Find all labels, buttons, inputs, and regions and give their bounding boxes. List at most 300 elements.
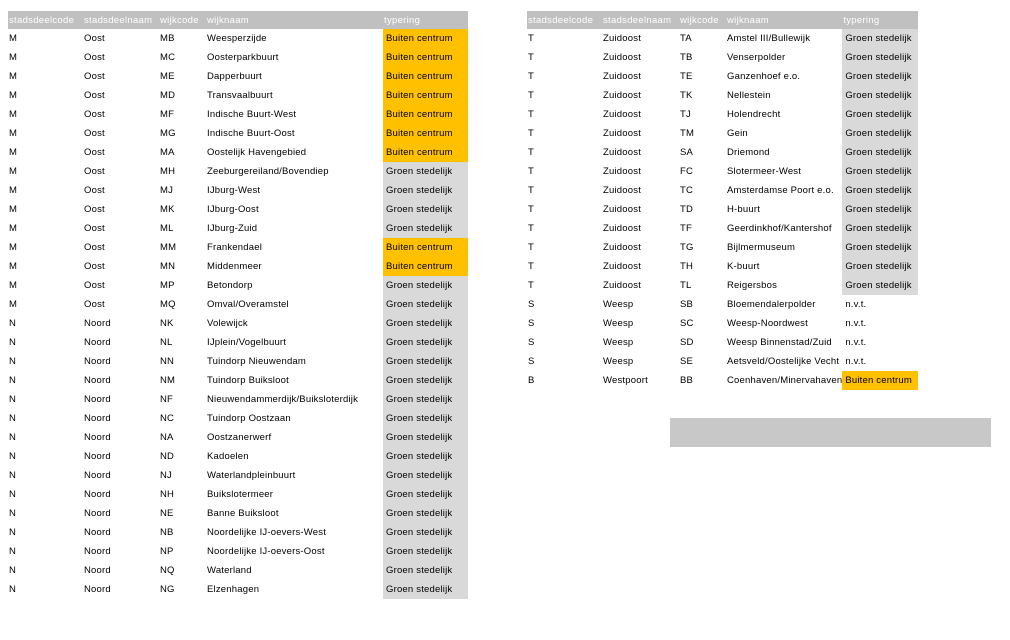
cell-wijkcode[interactable]: NH xyxy=(160,489,175,500)
table-row xyxy=(8,29,468,48)
cell-wijkcode[interactable]: MM xyxy=(160,242,177,253)
cell-wijknaam[interactable]: Bijlmermuseum xyxy=(727,242,796,253)
cell-wijknaam[interactable]: Tuindorp Oostzaan xyxy=(207,413,291,424)
cell-wijkcode[interactable]: MP xyxy=(160,280,175,291)
table-row xyxy=(527,86,918,105)
cell-wijkcode[interactable]: TL xyxy=(680,280,692,291)
cell-stadsdeelnaam[interactable]: Oost xyxy=(84,147,105,158)
table-row xyxy=(8,143,468,162)
cell-wijkcode[interactable]: NE xyxy=(160,508,174,519)
cell-typering[interactable]: Groen stedelijk xyxy=(842,105,918,124)
cell-stadsdeelcode[interactable]: S xyxy=(528,318,535,329)
table-row xyxy=(8,466,468,485)
cell-typering[interactable]: Buiten centrum xyxy=(383,257,468,276)
cell-typering[interactable]: Groen stedelijk xyxy=(383,466,468,485)
cell-wijknaam[interactable]: Transvaalbuurt xyxy=(207,90,273,101)
cell-wijkcode[interactable]: FC xyxy=(680,166,694,177)
table-row xyxy=(8,257,468,276)
table-row xyxy=(8,447,468,466)
cell-typering[interactable]: Groen stedelijk xyxy=(842,238,918,257)
cell-wijkcode[interactable]: TC xyxy=(680,185,694,196)
cell-typering[interactable]: Groen stedelijk xyxy=(383,333,468,352)
table-row xyxy=(8,561,468,580)
cell-stadsdeelnaam[interactable]: Zuidoost xyxy=(603,33,642,44)
cell-wijknaam[interactable]: Noordelijke IJ-oevers-West xyxy=(207,527,327,538)
cell-stadsdeelnaam[interactable]: Westpoort xyxy=(603,375,648,386)
cell-wijknaam[interactable]: Nellestein xyxy=(727,90,771,101)
cell-wijknaam[interactable]: Tuindorp Nieuwendam xyxy=(207,356,307,367)
cell-wijknaam[interactable]: Betondorp xyxy=(207,280,253,291)
cell-typering[interactable]: n.v.t. xyxy=(845,318,867,329)
cell-wijknaam[interactable]: Slotermeer-West xyxy=(727,166,802,177)
right-data-table xyxy=(527,11,918,390)
table-row xyxy=(8,371,468,390)
cell-stadsdeelnaam[interactable]: Oost xyxy=(84,299,105,310)
table-row xyxy=(8,162,468,181)
cell-stadsdeelcode[interactable]: M xyxy=(9,166,18,177)
cell-wijkcode[interactable]: MF xyxy=(160,109,175,120)
cell-wijkcode[interactable]: NC xyxy=(160,413,175,424)
cell-wijknaam[interactable]: Oostzanerwerf xyxy=(207,432,272,443)
cell-stadsdeelnaam[interactable]: Zuidoost xyxy=(603,128,642,139)
cell-stadsdeelcode[interactable]: M xyxy=(9,280,18,291)
cell-typering[interactable]: Groen stedelijk xyxy=(383,276,468,295)
cell-stadsdeelcode[interactable]: B xyxy=(528,375,535,386)
cell-typering[interactable]: Groen stedelijk xyxy=(383,200,468,219)
cell-stadsdeelnaam[interactable]: Noord xyxy=(84,432,111,443)
cell-typering[interactable]: Buiten centrum xyxy=(383,143,468,162)
table-row xyxy=(8,105,468,124)
table-row xyxy=(8,504,468,523)
cell-stadsdeelcode[interactable]: T xyxy=(528,33,535,44)
cell-wijkcode[interactable]: TA xyxy=(680,33,692,44)
cell-wijkcode[interactable]: SC xyxy=(680,318,694,329)
cell-wijknaam[interactable]: Ganzenhoef e.o. xyxy=(727,71,801,82)
cell-stadsdeelcode[interactable]: N xyxy=(9,584,17,595)
header-typering[interactable]: typering xyxy=(383,11,468,29)
cell-wijknaam[interactable]: IJburg-Oost xyxy=(207,204,259,215)
cell-typering[interactable]: n.v.t. xyxy=(845,356,867,367)
cell-stadsdeelnaam[interactable]: Zuidoost xyxy=(603,109,642,120)
cell-wijkcode[interactable]: NJ xyxy=(160,470,173,481)
table-row xyxy=(8,48,468,67)
cell-wijknaam[interactable]: Indische Buurt-West xyxy=(207,109,297,120)
table-row xyxy=(527,295,918,314)
cell-wijkcode[interactable]: NP xyxy=(160,546,174,557)
cell-wijknaam[interactable]: Nieuwendammerdijk/Buiksloterdijk xyxy=(207,394,359,405)
table-row xyxy=(8,542,468,561)
cell-typering[interactable]: Buiten centrum xyxy=(842,371,918,390)
cell-wijkcode[interactable]: NM xyxy=(160,375,176,386)
cell-typering[interactable]: Groen stedelijk xyxy=(842,124,918,143)
cell-wijkcode[interactable]: NF xyxy=(160,394,174,405)
cell-stadsdeelcode[interactable]: T xyxy=(528,128,535,139)
cell-typering[interactable]: Groen stedelijk xyxy=(383,409,468,428)
cell-wijknaam[interactable]: Gein xyxy=(727,128,748,139)
table-row xyxy=(8,295,468,314)
cell-stadsdeelcode[interactable]: M xyxy=(9,147,18,158)
table-row xyxy=(8,390,468,409)
cell-wijknaam[interactable]: Weesp Binnenstad/Zuid xyxy=(727,337,832,348)
cell-typering[interactable]: Groen stedelijk xyxy=(383,295,468,314)
cell-stadsdeelcode[interactable]: T xyxy=(528,90,535,101)
cell-stadsdeelnaam[interactable]: Noord xyxy=(84,394,111,405)
cell-wijknaam[interactable]: H-buurt xyxy=(727,204,761,215)
table-row xyxy=(8,580,468,599)
cell-typering[interactable]: Groen stedelijk xyxy=(842,219,918,238)
cell-wijknaam[interactable]: Aetsveld/Oostelijke Vecht xyxy=(727,356,840,367)
cell-wijknaam[interactable]: Buikslotermeer xyxy=(207,489,274,500)
table-row xyxy=(527,257,918,276)
cell-wijkcode[interactable]: MD xyxy=(160,90,176,101)
cell-wijknaam[interactable]: Zeeburgereiland/Bovendiep xyxy=(207,166,329,177)
cell-stadsdeelcode[interactable]: T xyxy=(528,242,535,253)
cell-wijknaam[interactable]: Omval/Overamstel xyxy=(207,299,289,310)
table-row xyxy=(8,86,468,105)
cell-stadsdeelnaam[interactable]: Oost xyxy=(84,166,105,177)
cell-stadsdeelnaam[interactable]: Oost xyxy=(84,71,105,82)
cell-wijkcode[interactable]: TM xyxy=(680,128,695,139)
cell-wijkcode[interactable]: TD xyxy=(680,204,694,215)
cell-typering[interactable]: Groen stedelijk xyxy=(383,580,468,599)
table-row xyxy=(8,124,468,143)
cell-wijkcode[interactable]: NN xyxy=(160,356,175,367)
cell-typering[interactable]: Buiten centrum xyxy=(383,105,468,124)
cell-wijknaam[interactable]: IJburg-West xyxy=(207,185,261,196)
cell-stadsdeelnaam[interactable]: Noord xyxy=(84,356,111,367)
cell-wijkcode[interactable]: TE xyxy=(680,71,693,82)
cell-typering[interactable]: Groen stedelijk xyxy=(383,352,468,371)
cell-typering[interactable]: Buiten centrum xyxy=(383,124,468,143)
cell-stadsdeelnaam[interactable]: Zuidoost xyxy=(603,204,642,215)
cell-wijkcode[interactable]: ME xyxy=(160,71,175,82)
cell-stadsdeelnaam[interactable]: Oost xyxy=(84,185,105,196)
cell-stadsdeelcode[interactable]: N xyxy=(9,451,17,462)
table-row xyxy=(8,523,468,542)
cell-wijknaam[interactable]: Holendrecht xyxy=(727,109,781,120)
cell-stadsdeelnaam[interactable]: Oost xyxy=(84,261,105,272)
cell-wijkcode[interactable]: TH xyxy=(680,261,694,272)
cell-stadsdeelcode[interactable]: N xyxy=(9,527,17,538)
cell-stadsdeelcode[interactable]: T xyxy=(528,109,535,120)
cell-stadsdeelnaam[interactable]: Oost xyxy=(84,242,105,253)
cell-wijkcode[interactable]: MB xyxy=(160,33,175,44)
cell-wijknaam[interactable]: Geerdinkhof/Kantershof xyxy=(727,223,832,234)
cell-stadsdeelcode[interactable]: T xyxy=(528,147,535,158)
table-row xyxy=(527,181,918,200)
table-row xyxy=(527,276,918,295)
cell-stadsdeelnaam[interactable]: Noord xyxy=(84,337,111,348)
cell-typering[interactable]: Groen stedelijk xyxy=(842,200,918,219)
cell-wijkcode[interactable]: MJ xyxy=(160,185,174,196)
cell-stadsdeelnaam[interactable]: Noord xyxy=(84,546,111,557)
cell-typering[interactable]: Groen stedelijk xyxy=(383,371,468,390)
cell-wijknaam[interactable]: Indische Buurt-Oost xyxy=(207,128,295,139)
cell-wijkcode[interactable]: SE xyxy=(680,356,694,367)
header-wijkcode[interactable]: wijkcode xyxy=(679,11,726,29)
cell-typering[interactable]: Groen stedelijk xyxy=(383,561,468,580)
cell-typering[interactable]: Groen stedelijk xyxy=(383,162,468,181)
cell-stadsdeelcode[interactable]: M xyxy=(9,223,18,234)
cell-wijkcode[interactable]: TK xyxy=(680,90,693,101)
cell-stadsdeelcode[interactable]: T xyxy=(528,185,535,196)
cell-stadsdeelnaam[interactable]: Noord xyxy=(84,565,111,576)
cell-wijknaam[interactable]: K-buurt xyxy=(727,261,760,272)
cell-stadsdeelnaam[interactable]: Noord xyxy=(84,584,111,595)
cell-stadsdeelcode[interactable]: T xyxy=(528,71,535,82)
cell-typering[interactable]: Groen stedelijk xyxy=(383,504,468,523)
cell-typering[interactable]: Groen stedelijk xyxy=(842,86,918,105)
cell-stadsdeelnaam[interactable]: Zuidoost xyxy=(603,223,642,234)
cell-stadsdeelcode[interactable]: N xyxy=(9,489,17,500)
cell-wijknaam[interactable]: Kadoelen xyxy=(207,451,249,462)
cell-stadsdeelcode[interactable]: N xyxy=(9,375,17,386)
cell-stadsdeelnaam[interactable]: Weesp xyxy=(603,356,634,367)
table-row xyxy=(8,67,468,86)
table-row xyxy=(527,143,918,162)
cell-wijknaam[interactable]: Driemond xyxy=(727,147,770,158)
cell-wijknaam[interactable]: Volewijck xyxy=(207,318,248,329)
header-typering[interactable]: typering xyxy=(842,11,918,29)
cell-stadsdeelcode[interactable]: S xyxy=(528,337,535,348)
cell-typering[interactable]: Groen stedelijk xyxy=(383,314,468,333)
cell-wijkcode[interactable]: MQ xyxy=(160,299,176,310)
cell-stadsdeelcode[interactable]: M xyxy=(9,90,18,101)
cell-typering[interactable]: Groen stedelijk xyxy=(383,428,468,447)
cell-wijkcode[interactable]: TG xyxy=(680,242,694,253)
cell-stadsdeelnaam[interactable]: Oost xyxy=(84,109,105,120)
cell-stadsdeelnaam[interactable]: Weesp xyxy=(603,337,634,348)
cell-wijknaam[interactable]: Bloemendalerpolder xyxy=(727,299,816,310)
cell-stadsdeelnaam[interactable]: Zuidoost xyxy=(603,280,642,291)
cell-stadsdeelcode[interactable]: N xyxy=(9,356,17,367)
cell-stadsdeelcode[interactable]: T xyxy=(528,204,535,215)
header-stadsdeelnaam[interactable]: stadsdeelnaam xyxy=(602,11,679,29)
cell-stadsdeelcode[interactable]: M xyxy=(9,261,18,272)
cell-wijkcode[interactable]: SA xyxy=(680,147,694,158)
cell-stadsdeelcode[interactable]: N xyxy=(9,337,17,348)
cell-wijkcode[interactable]: NA xyxy=(160,432,174,443)
header-stadsdeelcode[interactable]: stadsdeelcode xyxy=(527,11,602,29)
cell-stadsdeelnaam[interactable]: Noord xyxy=(84,451,111,462)
cell-stadsdeelnaam[interactable]: Noord xyxy=(84,508,111,519)
grey-empty-block xyxy=(670,418,991,447)
cell-stadsdeelcode[interactable]: N xyxy=(9,394,17,405)
table-row xyxy=(527,238,918,257)
cell-wijkcode[interactable]: NQ xyxy=(160,565,175,576)
cell-stadsdeelnaam[interactable]: Zuidoost xyxy=(603,147,642,158)
cell-stadsdeelnaam[interactable]: Zuidoost xyxy=(603,185,642,196)
table-row xyxy=(527,124,918,143)
table-row xyxy=(8,238,468,257)
cell-stadsdeelnaam[interactable]: Zuidoost xyxy=(603,52,642,63)
cell-typering[interactable]: Groen stedelijk xyxy=(383,390,468,409)
cell-typering[interactable]: Buiten centrum xyxy=(383,238,468,257)
cell-typering[interactable]: Groen stedelijk xyxy=(383,447,468,466)
cell-stadsdeelnaam[interactable]: Zuidoost xyxy=(603,90,642,101)
cell-wijkcode[interactable]: MN xyxy=(160,261,176,272)
cell-typering[interactable]: Groen stedelijk xyxy=(842,276,918,295)
cell-stadsdeelnaam[interactable]: Noord xyxy=(84,489,111,500)
header-wijkcode[interactable]: wijkcode xyxy=(159,11,206,29)
cell-wijkcode[interactable]: MA xyxy=(160,147,175,158)
cell-stadsdeelcode[interactable]: M xyxy=(9,242,18,253)
table-row xyxy=(8,352,468,371)
table-row xyxy=(527,162,918,181)
cell-stadsdeelnaam[interactable]: Oost xyxy=(84,128,105,139)
cell-stadsdeelnaam[interactable]: Oost xyxy=(84,204,105,215)
cell-wijknaam[interactable]: Dapperbuurt xyxy=(207,71,263,82)
table-row xyxy=(527,200,918,219)
cell-wijkcode[interactable]: MK xyxy=(160,204,175,215)
cell-stadsdeelcode[interactable]: N xyxy=(9,565,17,576)
cell-typering[interactable]: n.v.t. xyxy=(845,299,867,310)
cell-stadsdeelcode[interactable]: N xyxy=(9,508,17,519)
cell-typering[interactable]: Buiten centrum xyxy=(383,86,468,105)
cell-stadsdeelnaam[interactable]: Noord xyxy=(84,318,111,329)
cell-wijkcode[interactable]: SD xyxy=(680,337,694,348)
table-row xyxy=(8,200,468,219)
cell-stadsdeelcode[interactable]: M xyxy=(9,204,18,215)
cell-wijkcode[interactable]: TJ xyxy=(680,109,691,120)
cell-wijkcode[interactable]: NG xyxy=(160,584,175,595)
cell-stadsdeelcode[interactable]: T xyxy=(528,280,535,291)
cell-wijknaam[interactable]: Weesp-Noordwest xyxy=(727,318,808,329)
cell-wijkcode[interactable]: TB xyxy=(680,52,693,63)
cell-wijknaam[interactable]: Noordelijke IJ-oevers-Oost xyxy=(207,546,325,557)
table-row xyxy=(527,314,918,333)
cell-stadsdeelnaam[interactable]: Oost xyxy=(84,52,105,63)
cell-wijkcode[interactable]: BB xyxy=(680,375,694,386)
cell-typering[interactable]: Groen stedelijk xyxy=(842,257,918,276)
cell-stadsdeelnaam[interactable]: Zuidoost xyxy=(603,166,642,177)
cell-stadsdeelcode[interactable]: N xyxy=(9,413,17,424)
header-stadsdeelnaam[interactable]: stadsdeelnaam xyxy=(83,11,159,29)
cell-wijkcode[interactable]: NK xyxy=(160,318,174,329)
cell-wijknaam[interactable]: IJplein/Vogelbuurt xyxy=(207,337,287,348)
table-row xyxy=(527,105,918,124)
cell-stadsdeelcode[interactable]: M xyxy=(9,185,18,196)
cell-typering[interactable]: Groen stedelijk xyxy=(842,67,918,86)
cell-wijknaam[interactable]: Middenmeer xyxy=(207,261,262,272)
cell-stadsdeelnaam[interactable]: Oost xyxy=(84,280,105,291)
cell-typering[interactable]: n.v.t. xyxy=(845,337,867,348)
table-row xyxy=(8,219,468,238)
table-row xyxy=(8,333,468,352)
cell-wijknaam[interactable]: Coenhaven/Minervahaven xyxy=(727,375,843,386)
cell-stadsdeelcode[interactable]: S xyxy=(528,299,535,310)
cell-wijkcode[interactable]: SB xyxy=(680,299,694,310)
cell-stadsdeelnaam[interactable]: Zuidoost xyxy=(603,261,642,272)
cell-stadsdeelcode[interactable]: M xyxy=(9,299,18,310)
cell-wijknaam[interactable]: Amsterdamse Poort e.o. xyxy=(727,185,834,196)
cell-stadsdeelnaam[interactable]: Oost xyxy=(84,223,105,234)
cell-stadsdeelcode[interactable]: N xyxy=(9,546,17,557)
cell-stadsdeelcode[interactable]: T xyxy=(528,223,535,234)
cell-wijkcode[interactable]: MC xyxy=(160,52,176,63)
cell-wijknaam[interactable]: Frankendael xyxy=(207,242,263,253)
cell-wijknaam[interactable]: Waterland xyxy=(207,565,252,576)
cell-wijknaam[interactable]: Banne Buiksloot xyxy=(207,508,279,519)
cell-wijknaam[interactable]: IJburg-Zuid xyxy=(207,223,258,234)
cell-typering[interactable]: Buiten centrum xyxy=(383,67,468,86)
cell-stadsdeelcode[interactable]: T xyxy=(528,166,535,177)
cell-stadsdeelcode[interactable]: N xyxy=(9,318,17,329)
cell-stadsdeelcode[interactable]: M xyxy=(9,71,18,82)
cell-wijknaam[interactable]: Waterlandpleinbuurt xyxy=(207,470,296,481)
cell-stadsdeelnaam[interactable]: Noord xyxy=(84,527,111,538)
cell-stadsdeelcode[interactable]: T xyxy=(528,52,535,63)
cell-wijknaam[interactable]: Weesperzijde xyxy=(207,33,267,44)
cell-stadsdeelcode[interactable]: M xyxy=(9,109,18,120)
cell-stadsdeelnaam[interactable]: Zuidoost xyxy=(603,242,642,253)
cell-wijkcode[interactable]: TF xyxy=(680,223,693,234)
cell-wijknaam[interactable]: Tuindorp Buiksloot xyxy=(207,375,289,386)
left-data-table xyxy=(8,11,468,599)
cell-wijknaam[interactable]: Oostelijk Havengebied xyxy=(207,147,307,158)
header-wijknaam[interactable]: wijknaam xyxy=(726,11,842,29)
cell-wijkcode[interactable]: ML xyxy=(160,223,174,234)
cell-stadsdeelnaam[interactable]: Noord xyxy=(84,375,111,386)
cell-typering[interactable]: Groen stedelijk xyxy=(842,143,918,162)
cell-typering[interactable]: Buiten centrum xyxy=(383,48,468,67)
cell-stadsdeelcode[interactable]: T xyxy=(528,261,535,272)
cell-stadsdeelnaam[interactable]: Weesp xyxy=(603,318,634,329)
cell-stadsdeelcode[interactable]: N xyxy=(9,470,17,481)
header-row xyxy=(527,11,918,29)
cell-wijkcode[interactable]: NB xyxy=(160,527,174,538)
header-wijknaam[interactable]: wijknaam xyxy=(206,11,383,29)
cell-wijknaam[interactable]: Elzenhagen xyxy=(207,584,260,595)
cell-stadsdeelnaam[interactable]: Weesp xyxy=(603,299,634,310)
cell-wijknaam[interactable]: Oosterparkbuurt xyxy=(207,52,279,63)
cell-typering[interactable]: Groen stedelijk xyxy=(842,181,918,200)
cell-wijkcode[interactable]: ND xyxy=(160,451,175,462)
cell-typering[interactable]: Groen stedelijk xyxy=(842,48,918,67)
cell-stadsdeelnaam[interactable]: Noord xyxy=(84,413,111,424)
cell-wijkcode[interactable]: NL xyxy=(160,337,173,348)
cell-wijkcode[interactable]: MG xyxy=(160,128,176,139)
cell-wijkcode[interactable]: MH xyxy=(160,166,176,177)
cell-stadsdeelcode[interactable]: M xyxy=(9,33,18,44)
header-stadsdeelcode[interactable]: stadsdeelcode xyxy=(8,11,83,29)
table-row xyxy=(8,276,468,295)
cell-stadsdeelnaam[interactable]: Noord xyxy=(84,470,111,481)
cell-typering[interactable]: Groen stedelijk xyxy=(383,485,468,504)
table-row xyxy=(527,67,918,86)
cell-stadsdeelcode[interactable]: M xyxy=(9,128,18,139)
table-row xyxy=(8,409,468,428)
cell-stadsdeelnaam[interactable]: Oost xyxy=(84,90,105,101)
cell-stadsdeelcode[interactable]: S xyxy=(528,356,535,367)
cell-wijknaam[interactable]: Amstel III/Bullewijk xyxy=(727,33,811,44)
cell-stadsdeelnaam[interactable]: Oost xyxy=(84,33,105,44)
cell-typering[interactable]: Buiten centrum xyxy=(383,29,468,48)
cell-typering[interactable]: Groen stedelijk xyxy=(842,162,918,181)
cell-typering[interactable]: Groen stedelijk xyxy=(383,542,468,561)
cell-stadsdeelnaam[interactable]: Zuidoost xyxy=(603,71,642,82)
cell-wijknaam[interactable]: Venserpolder xyxy=(727,52,786,63)
cell-typering[interactable]: Groen stedelijk xyxy=(383,219,468,238)
cell-typering[interactable]: Groen stedelijk xyxy=(383,523,468,542)
cell-typering[interactable]: Groen stedelijk xyxy=(383,181,468,200)
cell-stadsdeelcode[interactable]: N xyxy=(9,432,17,443)
cell-wijknaam[interactable]: Reigersbos xyxy=(727,280,778,291)
cell-stadsdeelcode[interactable]: M xyxy=(9,52,18,63)
table-row xyxy=(527,333,918,352)
table-row xyxy=(8,314,468,333)
cell-typering[interactable]: Groen stedelijk xyxy=(842,29,918,48)
